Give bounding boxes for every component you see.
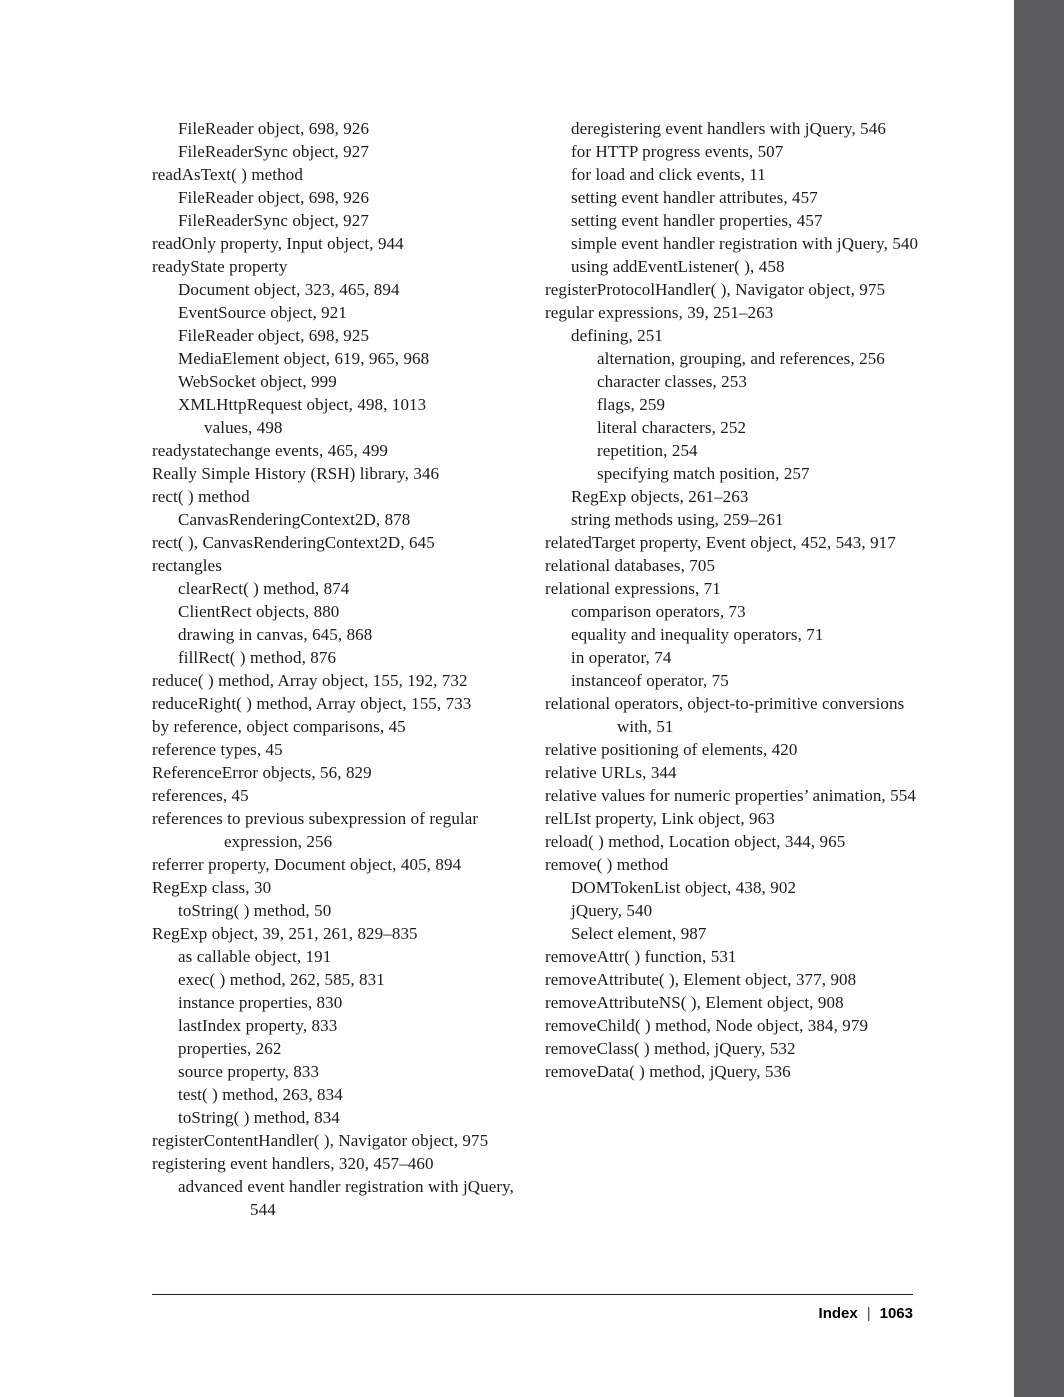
- index-entry: using addEventListener( ), 458: [571, 257, 785, 276]
- index-entry: character classes, 253: [597, 372, 747, 391]
- footer-section-label: Index: [818, 1305, 858, 1322]
- index-entry: flags, 259: [597, 395, 666, 414]
- index-entry: fillRect( ) method, 876: [178, 648, 337, 667]
- index-entry: FileReaderSync object, 927: [178, 142, 369, 161]
- index-entry: WebSocket object, 999: [178, 372, 337, 391]
- index-entry: DOMTokenList object, 438, 902: [571, 878, 797, 897]
- index-entry: ClientRect objects, 880: [178, 602, 340, 621]
- index-entry: rect( ) method: [152, 487, 250, 506]
- index-entry: RegExp class, 30: [152, 878, 272, 897]
- index-entry: remove( ) method: [545, 855, 669, 874]
- index-entry: Select element, 987: [571, 924, 707, 943]
- index-entry: toString( ) method, 834: [178, 1108, 340, 1127]
- index-entry: in operator, 74: [571, 648, 672, 667]
- index-entry: advanced event handler registration with jQuery, 544: [178, 1177, 515, 1219]
- index-entry: relative URLs, 344: [545, 763, 677, 782]
- index-column-right: [545, 117, 919, 1083]
- index-entry: readyState property: [152, 257, 288, 276]
- index-entry: alternation, grouping, and references, 256: [597, 349, 885, 368]
- index-entry: removeClass( ) method, jQuery, 532: [545, 1039, 796, 1058]
- index-entry: equality and inequality operators, 71: [571, 625, 824, 644]
- index-entry: defining, 251: [571, 326, 663, 345]
- index-entry: relational expressions, 71: [545, 579, 721, 598]
- index-entry: removeAttribute( ), Element object, 377, 908: [545, 970, 857, 989]
- index-entry: setting event handler attributes, 457: [571, 188, 818, 207]
- index-entry: relative values for numeric properties’ animation, 554: [545, 786, 916, 805]
- index-entry: references to previous subexpression of regular expression, 256: [152, 809, 479, 851]
- index-entry: source property, 833: [178, 1062, 320, 1081]
- index-entry: XMLHttpRequest object, 498, 1013: [178, 395, 427, 414]
- index-entry: readOnly property, Input object, 944: [152, 234, 404, 253]
- index-entry: EventSource object, 921: [178, 303, 347, 322]
- index-entry: properties, 262: [178, 1039, 282, 1058]
- index-entry: Document object, 323, 465, 894: [178, 280, 400, 299]
- index-entry: MediaElement object, 619, 965, 968: [178, 349, 430, 368]
- index-entry: lastIndex property, 833: [178, 1016, 338, 1035]
- index-entry: relational databases, 705: [545, 556, 716, 575]
- index-entry: ReferenceError objects, 56, 829: [152, 763, 372, 782]
- index-entry: literal characters, 252: [597, 418, 747, 437]
- index-entry: removeData( ) method, jQuery, 536: [545, 1062, 791, 1081]
- index-entry: test( ) method, 263, 834: [178, 1085, 343, 1104]
- index-entry: exec( ) method, 262, 585, 831: [178, 970, 385, 989]
- index-entry: referrer property, Document object, 405, 894: [152, 855, 462, 874]
- footer-separator: |: [866, 1305, 871, 1322]
- index-entry: clearRect( ) method, 874: [178, 579, 350, 598]
- index-entry: setting event handler properties, 457: [571, 211, 823, 230]
- index-entry: jQuery, 540: [571, 901, 653, 920]
- index-column-left: [152, 117, 526, 1221]
- index-entry: comparison operators, 73: [571, 602, 746, 621]
- index-entry: by reference, object comparisons, 45: [152, 717, 406, 736]
- index-entry: removeChild( ) method, Node object, 384, 979: [545, 1016, 869, 1035]
- index-entry: as callable object, 191: [178, 947, 332, 966]
- index-entry: repetition, 254: [597, 441, 698, 460]
- index-entry: instance properties, 830: [178, 993, 343, 1012]
- index-entry: drawing in canvas, 645, 868: [178, 625, 373, 644]
- index-entry: simple event handler registration with jQuery, 540: [571, 234, 919, 253]
- index-entry: registerContentHandler( ), Navigator object, 975: [152, 1131, 489, 1150]
- index-entry: relational operators, object-to-primitive conversions with, 51: [545, 694, 905, 736]
- index-entry: string methods using, 259–261: [571, 510, 784, 529]
- index-entry: registerProtocolHandler( ), Navigator object, 975: [545, 280, 886, 299]
- index-entry: RegExp objects, 261–263: [571, 487, 749, 506]
- index-entry: values, 498: [204, 418, 283, 437]
- index-entry: CanvasRenderingContext2D, 878: [178, 510, 411, 529]
- index-entry: relatedTarget property, Event object, 452, 543, 917: [545, 533, 896, 552]
- index-entry: regular expressions, 39, 251–263: [545, 303, 774, 322]
- index-entry: FileReader object, 698, 926: [178, 119, 370, 138]
- index-entry: Really Simple History (RSH) library, 346: [152, 464, 440, 483]
- index-entry: relLIst property, Link object, 963: [545, 809, 775, 828]
- index-entry: toString( ) method, 50: [178, 901, 332, 920]
- index-entry: registering event handlers, 320, 457–460: [152, 1154, 434, 1173]
- index-entry: reload( ) method, Location object, 344, 965: [545, 832, 846, 851]
- page-edge-shadow: [1014, 0, 1064, 1397]
- index-entry: RegExp object, 39, 251, 261, 829–835: [152, 924, 418, 943]
- index-entry: removeAttr( ) function, 531: [545, 947, 737, 966]
- index-entry: readystatechange events, 465, 499: [152, 441, 389, 460]
- index-entry: deregistering event handlers with jQuery, 546: [571, 119, 886, 138]
- index-entry: FileReader object, 698, 926: [178, 188, 370, 207]
- footer-page-number: 1063: [879, 1305, 913, 1322]
- index-entry: reduce( ) method, Array object, 155, 192, 732: [152, 671, 468, 690]
- index-entry: relative positioning of elements, 420: [545, 740, 798, 759]
- index-entry: instanceof operator, 75: [571, 671, 729, 690]
- index-entry: specifying match position, 257: [597, 464, 810, 483]
- index-entry: for HTTP progress events, 507: [571, 142, 784, 161]
- index-entry: rect( ), CanvasRenderingContext2D, 645: [152, 533, 435, 552]
- index-entry: FileReaderSync object, 927: [178, 211, 369, 230]
- index-entry: FileReader object, 698, 925: [178, 326, 370, 345]
- page-footer: [152, 1294, 913, 1322]
- index-entry: for load and click events, 11: [571, 165, 766, 184]
- index-entry: readAsText( ) method: [152, 165, 303, 184]
- index-entry: references, 45: [152, 786, 249, 805]
- index-entry: removeAttributeNS( ), Element object, 908: [545, 993, 844, 1012]
- index-entry: reduceRight( ) method, Array object, 155, 733: [152, 694, 472, 713]
- index-entry: reference types, 45: [152, 740, 283, 759]
- index-entry: rectangles: [152, 556, 222, 575]
